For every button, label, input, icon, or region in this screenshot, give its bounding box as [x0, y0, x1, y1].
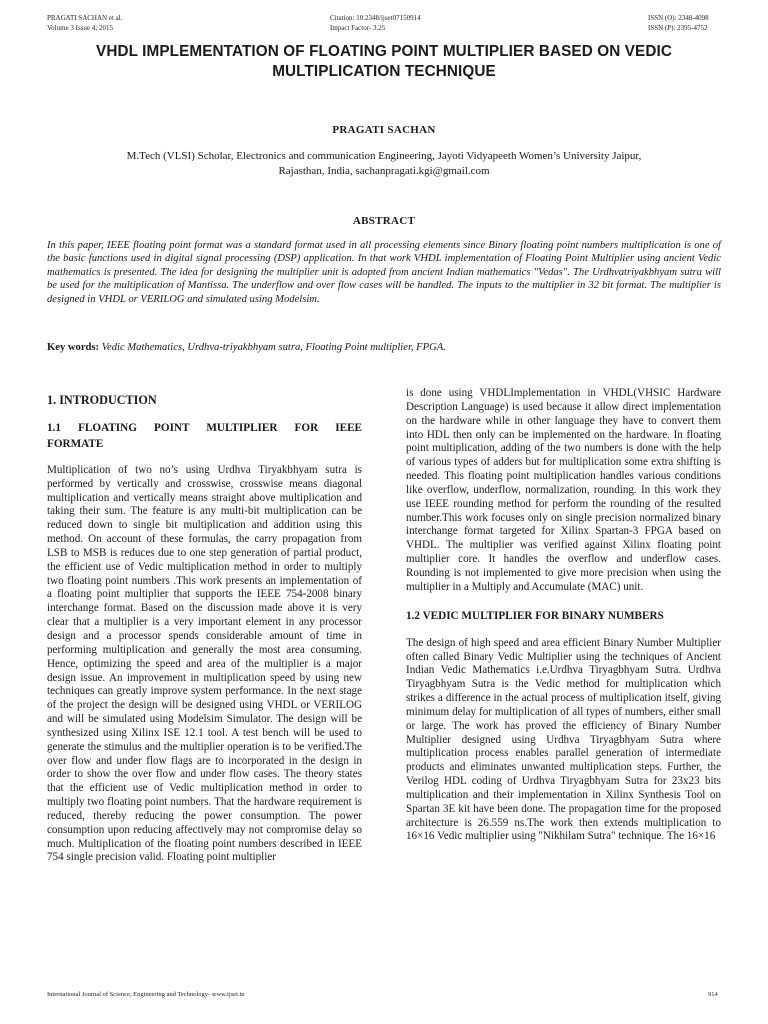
header-volume: Volume 3 Issue 4; 2015 [47, 24, 113, 32]
header-left [47, 13, 122, 33]
author-name: PRAGATI SACHAN [332, 124, 436, 136]
header-right [648, 13, 709, 33]
keywords [47, 342, 721, 353]
left-column [47, 390, 362, 865]
abstract-text: In this paper, IEEE floating point format was a standard format used in all processing elements since Binary floating point numbers multiplication is one of the basic functions used in digital signal processing (DSP) application. In that work VHDL implementation of Floating Point Multiplier using ancient Vedic mathematics is presented. The idea for designing the multiplier unit is adopted from ancient Indian mathematics "Vedas". The Urdhvatriyakbhyam sutra will be used for the multiplication of Mantissa. The underflow and over flow cases will be handled. The inputs to the multiplier in 32 bit format. The multiplier is designed in VHDL or VERILOG and simulated using Modelsim. [47, 240, 721, 305]
page-number: 914 [708, 991, 718, 998]
section-1-1-text: Multiplication of two no’s using Urdhva Tiryakbhyam sutra is performed by vertically and crosswise, crosswise means diagonal multiplication and vertically means straight above multiplication and taking their sum. The feature is any multi-bit multiplication can be reduced down to single bit multiplication and addition using this method. On account of these formulas, the carry propagation from LSB to MSB is reduces due to one step generation of partial product, the efficient use of Vedic multiplication method in order to multiply two floating point numbers .This work presents an implementation of a floating point multiplier that supports the IEEE 754-2008 binary interchange format. Based on the discussion made above it is very clear that a multiplier is a very important element in any processor design and a processor spends considerable amount of time in performing multiplication and generally the most area consuming. Hence, optimizing the speed and area of the multiplier is a major design issue. An improvement in multiplication speed by using new techniques can greatly improve system performance. In the next stage of the project the design will be designed using VHDL or VERILOG and will be simulated using Modelsim Simulator. The design will be synthesized using Xilinx ISE 12.1 tool. A test bench will be used to generate the stimulus and the multiplier operation is to be verified.The over flow and under flow flags are to incorporated in the design in order to show the over flow and under flow cases. The theory states that the efficient use of Vedic multiplication method in order to multiply two floating point numbers. That the hardware requirement is reduced, thereby reducing the power consumption. The power consumption upon reducing affectively may not compromise delay so much. Multiplication of the floating point numbers described in IEEE 754 single precision valid. Floating point multiplier [47, 463, 362, 864]
keywords-text: Vedic Mathematics, Urdhva-triyakbhyam sutra, Floating Point multiplier, FPGA. [101, 342, 446, 353]
keywords-label: Key words: [47, 342, 100, 353]
abstract-heading: ABSTRACT [352, 215, 416, 227]
header-issn-online: ISSN (O): 2348-4098 [648, 14, 709, 22]
section-1-2-heading: 1.2 VEDIC MULTIPLIER FOR BINARY NUMBERS [406, 609, 664, 622]
affiliation-line-1: M.Tech (VLSI) Scholar, Electronics and communication Engineering, Jayoti Vidyapeeth Women’s University Jaipur, [126, 150, 642, 162]
right-column [406, 387, 721, 844]
paper-title: VHDL IMPLEMENTATION OF FLOATING POINT MULTIPLIER BASED ON VEDIC MULTIPLICATION TECHNIQUE [96, 43, 672, 80]
header-issn-print: ISSN (P): 2395-4752 [648, 24, 708, 32]
header-center [330, 13, 421, 33]
section-1-heading: 1. INTRODUCTION [47, 393, 157, 407]
header-citation: Citation: 10.2348/ijset07150914 [330, 14, 421, 22]
footer-journal: International Journal of Science, Engineering and Technology- www.ijset.in [47, 991, 245, 998]
header-author: PRAGATI SACHAN et al. [47, 14, 123, 22]
section-1-1-continued: is done using VHDLImplementation in VHDL(VHSIC Hardware Description Language) is used because it allow direct implementation on the hardware while in other language they have to convert them into HDL then only can be implemented on the hardware. In floating point multiplication, adding of the two numbers is done with the help of various types of adders but for multiplication some extra shifting is needed. This floating point multiplication handles various conditions like overflow, underflow, normalization, rounding. In this work they use IEEE rounding method for perform the rounding of the resulted number.This work focuses only on single precision normalized binary interchange format targeted for Xilinx Spartan-3 FPGA based on VHDL. The multiplier was verified against Xilinx floating point multiplier core. It handles the overflow and underflow cases. Rounding is not implemented to give more precision when using the multiplier in a Multiply and Accumulate (MAC) unit. [406, 387, 721, 593]
header-impact-factor: Impact Factor- 3.25 [330, 24, 386, 32]
author-affiliation [40, 149, 728, 179]
section-1-1-heading: 1.1 FLOATING POINT MULTIPLIER FOR IEEE FORMATE [47, 421, 362, 450]
affiliation-line-2: Rajasthan, India, sachanpragati.kgi@gmail.com [278, 165, 490, 177]
section-1-2-text: The design of high speed and area efficient Binary Number Multiplier often called Binary Vedic Multiplier using the techniques of Ancient Indian Vedic Mathematics i.e.Urdhva Tiryagbhyam Sutra. Urdhva Tiryagbhyam Sutra is the Vedic method for multiplication which strikes a difference in the actual process of multiplication itself, giving minimum delay for multiplication of all types of numbers, either small or large. The work has proved the efficiency of Binary Number Multiplier designed using Urdhva Tiryagbhyam Sutra where multiplication process enables parallel generation of intermediate products and eliminates unwanted multiplication steps. Further, the Verilog HDL coding of Urdhva Tiryagbhyam Sutra for 23x23 bits multiplication and their implementation in Xilinx Synthesis Tool on Spartan 3E kit have been done. The propagation time for the proposed architecture is 26.559 ns.The work then extends multiplication to 16×16 Vedic multiplier using "Nikhilam Sutra" technique. The 16×16 [406, 636, 721, 843]
